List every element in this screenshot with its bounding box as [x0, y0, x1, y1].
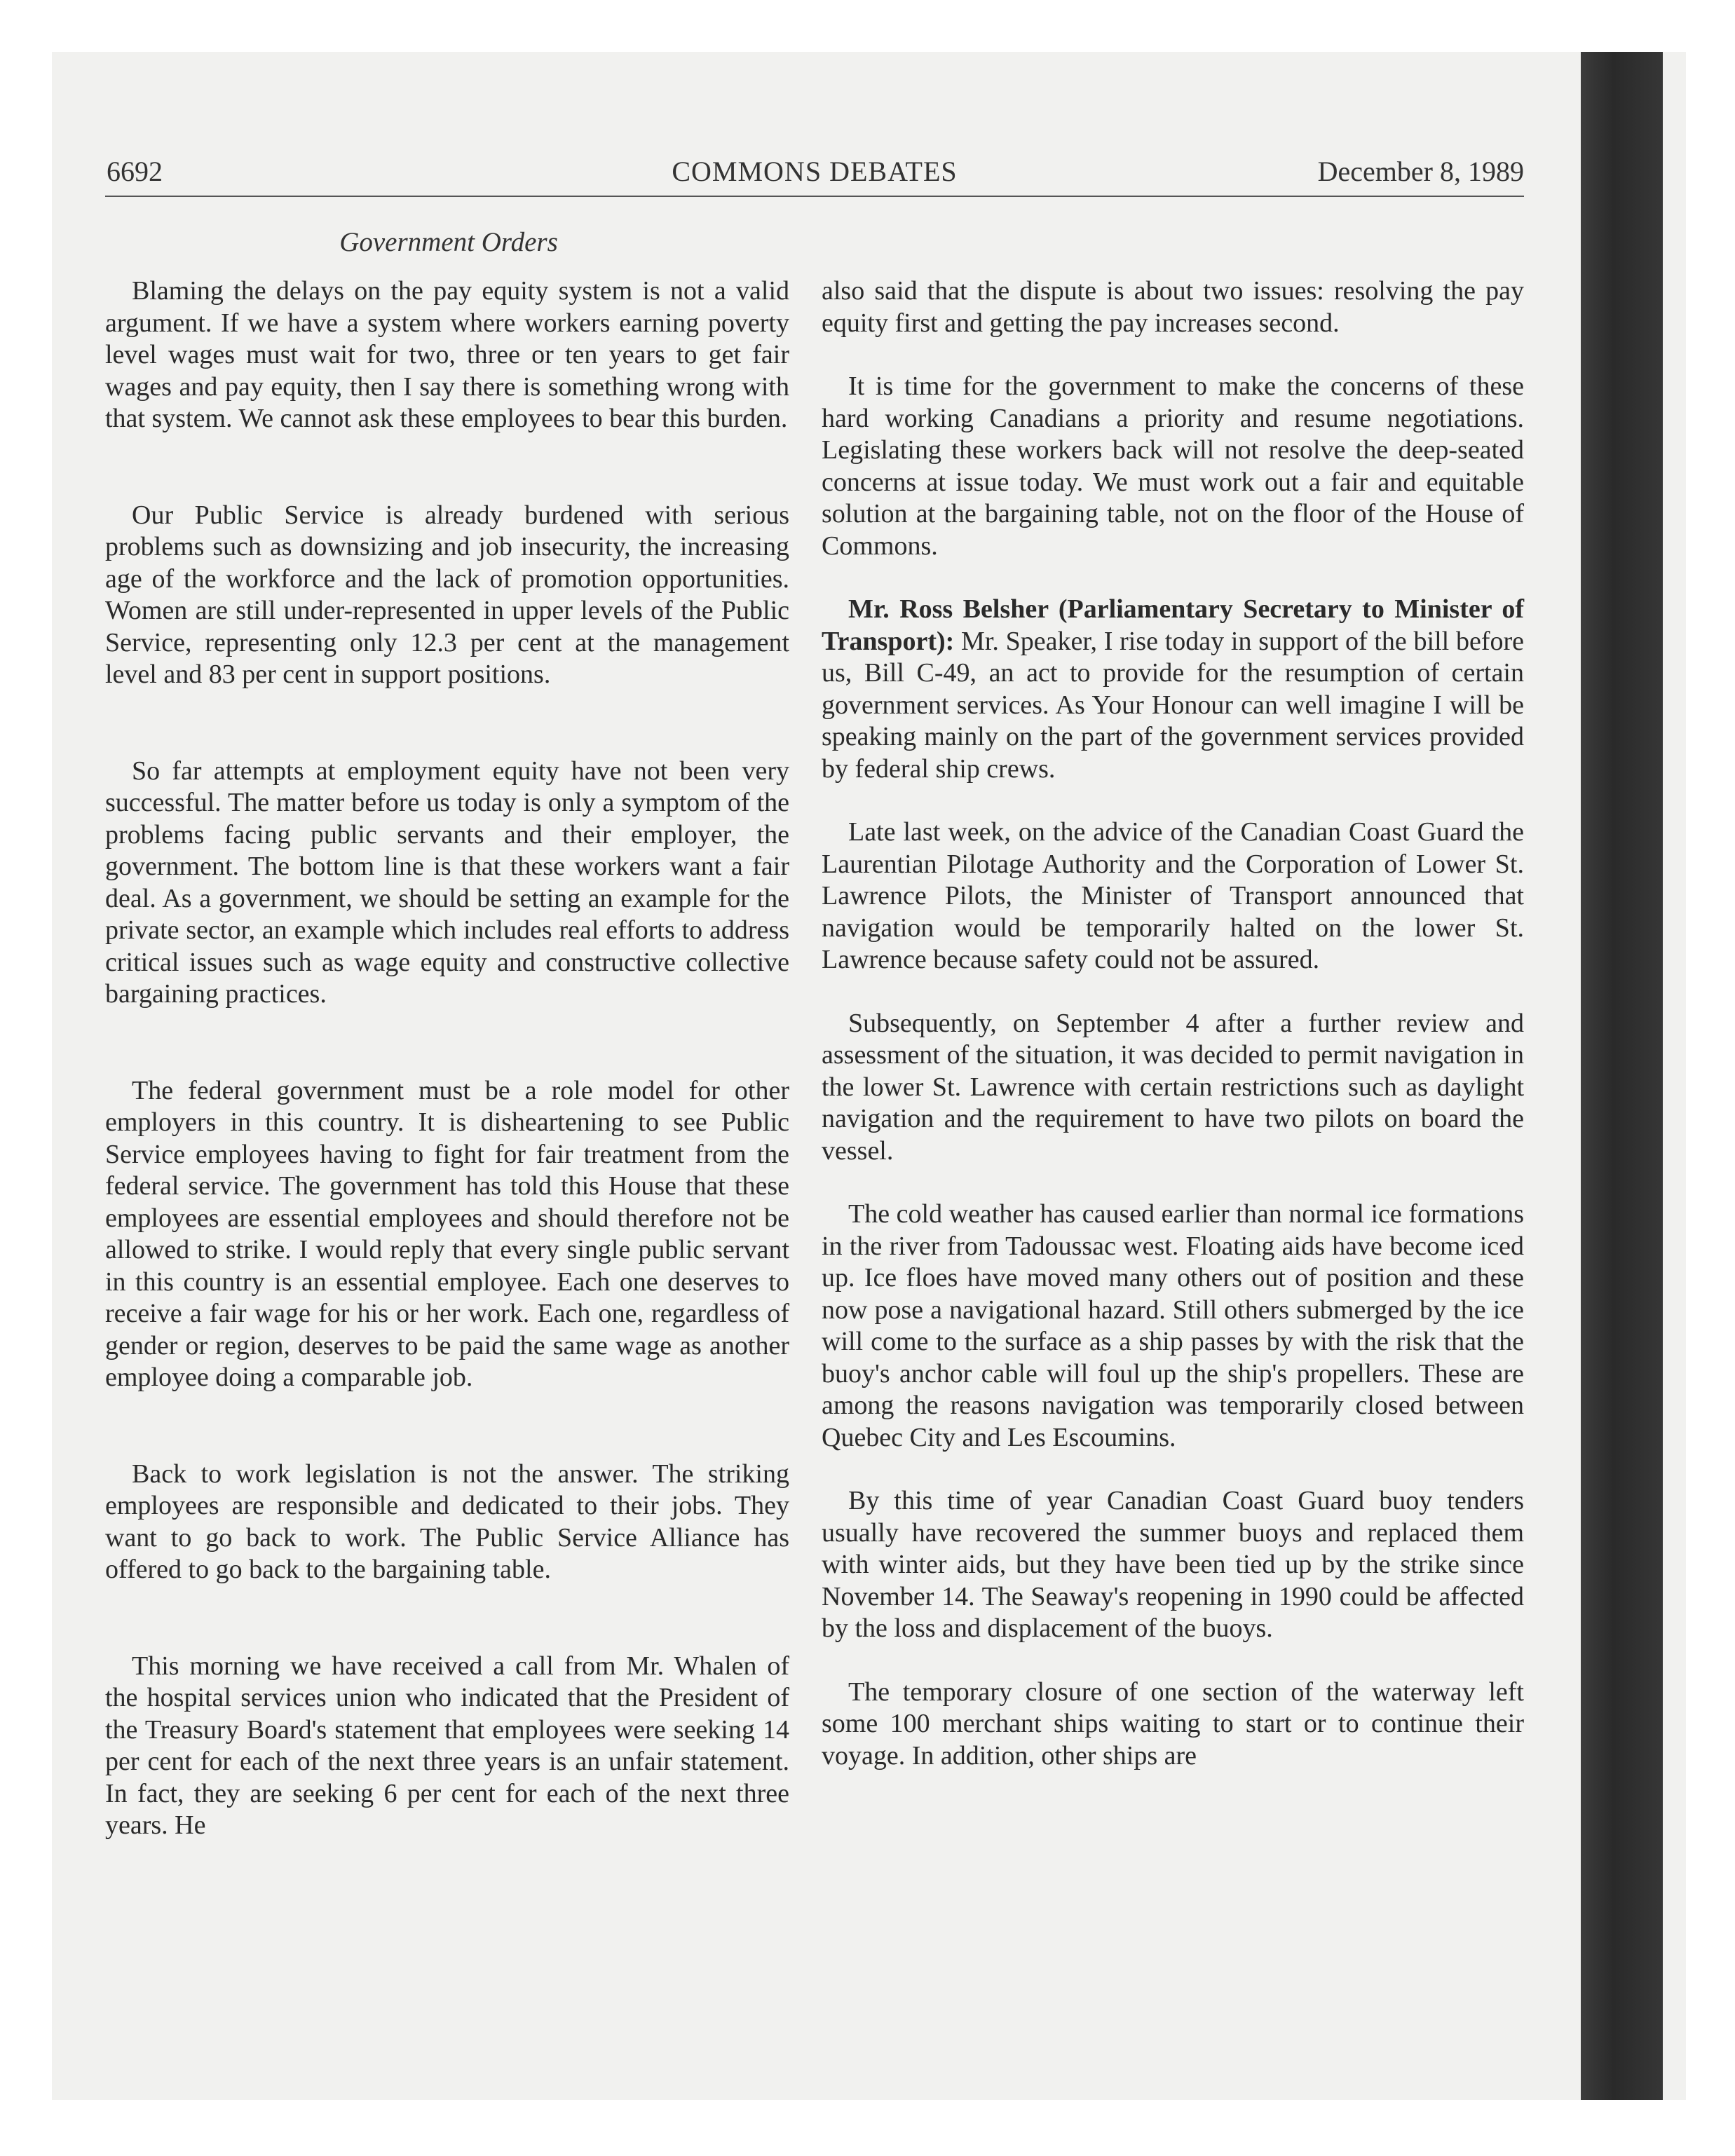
speaker-paragraph — [822, 594, 1524, 785]
paragraph: It is time for the government to make the concerns of these hard working Canadians a priority and resume negotiations. Legislating these workers back will not resolve the deep-seated concerns at issue today. We must work out a fair and equitable solution at the bargaining table, not on the floor of the House of Commons. — [822, 371, 1524, 561]
section-title: Government Orders — [339, 227, 558, 257]
paragraph: Blaming the delays on the pay equity system is not a valid argument. If we have a system where workers earning poverty level wages must wait for two, three or ten years to get fair wages and pay equity, then I say there is something wrong with that system. We cannot ask these employees to bear this burden. — [105, 276, 789, 433]
scan-edge-band — [1581, 52, 1663, 2100]
right-column — [822, 275, 1524, 1803]
paragraph: Subsequently, on September 4 after a further review and assessment of the situation, it was decided to permit navigation in the lower St. Lawrence with certain restrictions such as daylight navigation and the requirement to have two pilots on board the vessel. — [822, 1008, 1524, 1166]
page-number: 6692 — [107, 156, 163, 187]
left-column — [105, 275, 789, 1874]
issue-date: December 8, 1989 — [1317, 156, 1524, 187]
speaker-name: Mr. Ross Belsher (Parliamentary Secretary to Minister of Transport): — [822, 594, 1524, 656]
paragraph: The temporary closure of one section of the waterway left some 100 merchant ships waiting to start or to continue their voyage. In addition, other ships are — [822, 1677, 1524, 1770]
paragraph: Back to work legislation is not the answer. The striking employees are responsible and dedicated to their jobs. They want to go back to work. The Public Service Alliance has offered to go back to the bargaining table. — [105, 1459, 789, 1584]
paragraph: This morning we have received a call from Mr. Whalen of the hospital services union who indicated that the President of the Treasury Board's statement that employees were seeking 14 per cent for each of the next three years is an unfair statement. In fact, they are seeking 6 per cent for each of the next three years. He — [105, 1651, 789, 1840]
page-header — [105, 151, 1524, 193]
document-page — [105, 151, 1524, 2043]
paragraph: Our Public Service is already burdened with serious problems such as downsizing and job insecurity, the increasing age of the workforce and the lack of promotion opportunities. Women are still under-represented in upper levels of the Public Service, representing only 12.3 per cent at the management level and 83 per cent in support positions. — [105, 500, 789, 689]
paragraph: The cold weather has caused earlier than normal ice formations in the river from Tadoussac west. Floating aids have become iced up. Ice floes have moved many others out of position and these now pose a navigational hazard. Still others submerged by the ice will come to the surface as a ship passes by with the risk that the buoy's anchor cable will foul up the ship's propellers. These are among the reasons navigation was temporarily closed between Quebec City and Les Escoumins. — [822, 1199, 1524, 1452]
paragraph: The federal government must be a role model for other employers in this country. It is disheartening to see Public Service employees having to fight for fair treatment from the federal service. The government has told this House that these employees are essential employees and should therefore not be allowed to strike. I would reply that every single public servant in this country is an essential employee. Each one deserves to receive a fair wage for his or her work. Each one, regardless of gender or region, deserves to be paid the same wage as another employee doing a comparable job. — [105, 1075, 789, 1392]
paragraph: So far attempts at employment equity have not been very successful. The matter before us today is only a symptom of the problems facing public servants and their employer, the government. The bottom line is that these workers want a fair deal. As a government, we should be setting an example for the private sector, an example which includes real efforts to address critical issues such as wage equity and constructive collective bargaining practices. — [105, 756, 789, 1009]
header-rule — [105, 196, 1524, 197]
paragraph: By this time of year Canadian Coast Guard buoy tenders usually have recovered the summer buoys and replaced them with winter aids, but they have been tied up by the strike since November 14. The Seaway's reopening in 1990 could be affected by the loss and displacement of the buoys. — [822, 1486, 1524, 1643]
paragraph: Late last week, on the advice of the Canadian Coast Guard the Laurentian Pilotage Authority and the Corporation of Lower St. Lawrence Pilots, the Minister of Transport announced that navigation would be temporarily halted on the lower St. Lawrence because safety could not be assured. — [822, 817, 1524, 974]
speaker-text: Mr. Speaker, I rise today in support of the bill before us, Bill C-49, an act to provide for the resumption of certain government services. As Your Honour can well imagine I will be speaking mainly on the part of the government services provided by federal ship crews. — [822, 626, 1524, 784]
journal-title: COMMONS DEBATES — [672, 156, 958, 187]
paragraph-continuation: also said that the dispute is about two issues: resolving the pay equity first and getting the pay increases second. — [822, 276, 1524, 338]
